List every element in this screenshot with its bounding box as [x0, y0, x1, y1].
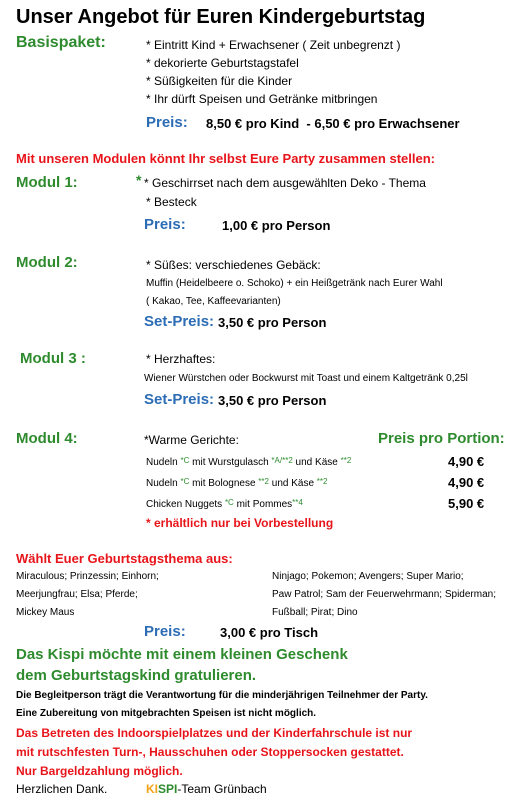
theme-right: Ninjago; Pokemon; Avengers; Super Mario;: [272, 571, 464, 582]
theme-heading: Wählt Euer Geburtstagsthema aus:: [16, 551, 233, 566]
modules-intro: Mit unseren Modulen könnt Ihr selbst Eure Party zusammen stellen:: [16, 151, 435, 166]
modul2-item: ( Kakao, Tee, Kaffeevarianten): [146, 296, 281, 307]
note-red: Das Betreten des Indoorspielplatzes und der Kinderfahrschule ist nur: [16, 726, 413, 740]
modul4-row: [146, 456, 351, 468]
gift-line: dem Geburtstagskind gratulieren.: [16, 667, 257, 684]
modul2-price-value: 3,50 € pro Person: [218, 315, 327, 330]
modul4-price-header: Preis pro Portion:: [378, 430, 505, 447]
modul1-price-label: Preis:: [144, 216, 186, 233]
allergen-code: **2: [316, 477, 328, 486]
modul3-label: Modul 3 :: [20, 350, 86, 367]
basis-label: Basispaket:: [16, 34, 106, 51]
basis-item: * Eintritt Kind + Erwachsener ( Zeit unbegrenzt ): [146, 38, 401, 52]
theme-left: Mickey Maus: [16, 607, 75, 618]
modul3-item: * Herzhaftes:: [146, 352, 216, 366]
modul2-item: Muffin (Heidelbeere o. Schoko) + ein Heißgetränk nach Eurer Wahl: [146, 278, 443, 289]
basis-item: * Ihr dürft Speisen und Getränke mitbringen: [146, 92, 378, 106]
allergen-code: **2: [258, 477, 269, 486]
basis-item: * Süßigkeiten für die Kinder: [146, 74, 293, 88]
modul4-row-price: 4,90 €: [448, 454, 485, 469]
modul1-price-value: 1,00 € pro Person: [222, 218, 331, 233]
modul1-item: * Geschirrset nach dem ausgewählten Deko - Thema: [144, 176, 426, 190]
theme-right: Paw Patrol; Sam der Feuerwehrmann; Spiderman;: [272, 589, 496, 600]
dish-text: mit Wurstgulasch: [189, 457, 272, 468]
brand-ki: KI: [146, 782, 158, 796]
allergen-code: **4: [292, 498, 303, 507]
dish-text: mit Pommes: [233, 499, 293, 510]
modul4-row: [146, 477, 327, 489]
theme-price-value: 3,00 € pro Tisch: [220, 625, 319, 640]
note-black: Eine Zubereitung von mitgebrachten Speisen ist nicht möglich.: [16, 708, 317, 719]
allergen-code: *C: [224, 498, 234, 507]
basis-price-value: 8,50 € pro Kind - 6,50 € pro Erwachsener: [206, 116, 460, 131]
modul1-label: Modul 1:: [16, 174, 78, 191]
dish-text: Nudeln: [146, 457, 181, 468]
modul3-price-value: 3,50 € pro Person: [218, 393, 327, 408]
modul2-item: * Süßes: verschiedenes Gebäck:: [146, 258, 321, 272]
dish-text: und Käse: [292, 457, 341, 468]
allergen-code: *A/**2: [271, 456, 293, 465]
brand-spi: SPI: [158, 782, 178, 796]
modul4-row-price: 4,90 €: [448, 475, 485, 490]
modul4-label: Modul 4:: [16, 430, 78, 447]
modul4-heading: *Warme Gerichte:: [144, 433, 239, 447]
modul4-row: [146, 498, 303, 510]
basis-price-label: Preis:: [146, 114, 188, 131]
modul4-note: * erhältlich nur bei Vorbestellung: [146, 516, 334, 530]
page-title: Unser Angebot für Euren Kindergeburtstag: [16, 6, 426, 28]
allergen-code: *C: [180, 477, 190, 486]
footer-brand: [146, 782, 267, 796]
note-black: Die Begleitperson trägt die Verantwortung für die minderjährigen Teilnehmer der Party.: [16, 690, 428, 701]
modul3-item: Wiener Würstchen oder Bockwurst mit Toast und einem Kaltgetränk 0,25l: [144, 373, 468, 384]
theme-left: Miraculous; Prinzessin; Einhorn;: [16, 571, 159, 582]
modul3-price-label: Set-Preis:: [144, 391, 215, 408]
theme-left: Meerjungfrau; Elsa; Pferde;: [16, 589, 138, 600]
footer-thanks: Herzlichen Dank.: [16, 782, 108, 796]
dish-text: Chicken Nuggets: [146, 499, 225, 510]
modul2-price-label: Set-Preis:: [144, 313, 215, 330]
theme-price-label: Preis:: [144, 623, 186, 640]
brand-rest: -Team Grünbach: [177, 782, 267, 796]
dish-text: Nudeln: [146, 478, 181, 489]
note-red: Nur Bargeldzahlung möglich.: [16, 764, 183, 778]
dish-text: und Käse: [268, 478, 317, 489]
modul1-item: * Besteck: [146, 195, 197, 209]
gift-line: Das Kispi möchte mit einem kleinen Geschenk: [16, 646, 348, 663]
modul1-star: *: [136, 172, 142, 188]
modul4-row-price: 5,90 €: [448, 496, 485, 511]
modul2-label: Modul 2:: [16, 254, 78, 271]
allergen-code: **2: [340, 456, 352, 465]
dish-text: mit Bolognese: [189, 478, 259, 489]
theme-right: Fußball; Pirat; Dino: [272, 607, 358, 618]
note-red: mit rutschfesten Turn-, Hausschuhen oder Stoppersocken gestattet.: [16, 745, 404, 759]
allergen-code: *C: [180, 456, 190, 465]
basis-item: * dekorierte Geburtstagstafel: [146, 56, 299, 70]
